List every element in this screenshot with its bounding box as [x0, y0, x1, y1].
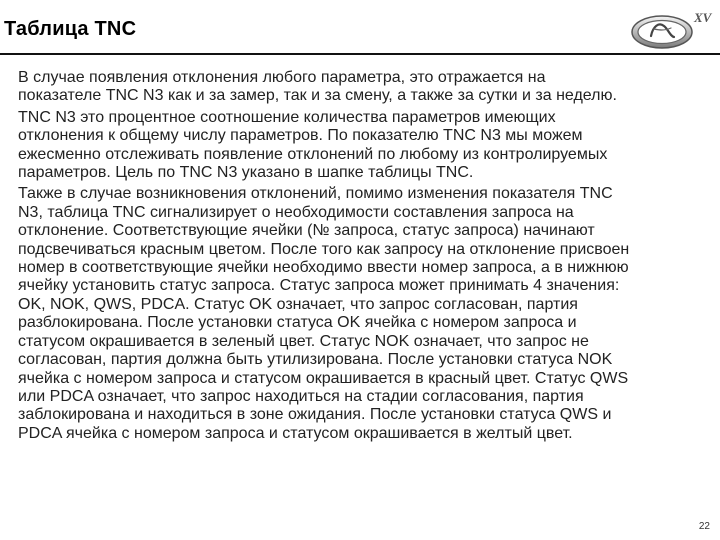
paragraph-tnc-n3-definition: TNC N3 это процентное соотношение количества параметров имеющих отклонения к общему числу параметров. По показателю TNC N3 мы можем ежесменно отслеживать появление отклонений по любому из контролируемых параметров. Цель по TNC N3 указано в шапке таблицы TNC.: [18, 108, 608, 182]
header-divider: [0, 53, 720, 55]
page-number: 22: [698, 521, 710, 532]
logo-text: XV: [694, 10, 712, 25]
page-title: Таблица TNC: [4, 18, 137, 40]
paragraph-deviation-display: В случае появления отклонения любого параметра, это отражается на показателе TNC N3 как и за замер, так и за смену, а также за сутки и за неделю.: [18, 69, 617, 105]
logo: [624, 6, 714, 50]
body-text: [18, 69, 710, 446]
slide-header: [0, 0, 720, 58]
paragraph-request-status: Также в случае возникновения отклонений, помимо изменения показателя TNC N3, таблица TNC сигнализирует о необходимости составления запроса на отклонение. Соответствующие ячейки (№ запроса, статус запроса) начинают подсвечиваться красным цветом. После того как запросу на отклонение присвоен номер в соответствующие ячейки необходимо ввести номер запроса, а в нижнюю ячейку установить статус запроса. Статус запроса может принимать 4 значения: OK, NOK, QWS, PDCA. Статус OK означает, что запрос согласован, партия разблокирована. После установки статуса OK ячейка с номером запроса и статусом окрашивается в зеленый цвет. Статус NOK означает, что запрос не согласован, партия должна быть утилизирована. После установки статуса NOK ячейка с номером запроса и статусом окрашивается в красный цвет. Статус QWS или PDCA означает, что запрос находиться на стадии согласования, партия заблокирована и находиться в зоне ожидания. После установки статуса QWS и PDCA ячейка с номером запроса и статусом окрашивается в желтый цвет.: [18, 185, 630, 442]
logo-emblem-icon: [624, 6, 714, 50]
